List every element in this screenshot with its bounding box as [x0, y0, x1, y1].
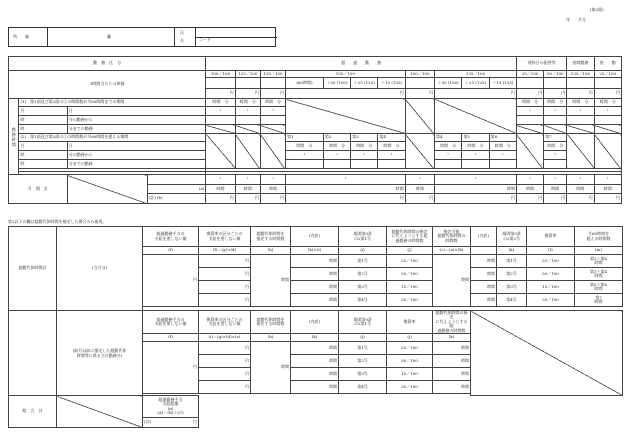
rate-h-8: 135／100 [567, 71, 594, 78]
overtime-table: 勤 務 区 分 超 過 勤 務 週休日の振替等 夜間勤務 夜 勤 1時間当たりの単価 100／100 125／100 135／100 150／100 100／100 135／100 25／100 50／100 135／100 25／100 (60時間) ＋50 (100) ＋25 (125) ＋15 (135) ＋50 (150) ＋25 (125) ＋15 (135) 円 円 円 円 円 円 円 円 円 円 勤 務 時 間 (1) 第1面及び第2面の①の時間数が月60時間までの期間 時間 分 時間 分 時間 分 時間 分 時間 分 時間 分 時間 分 月 日 ・ ・ ・ ・ ・ ・ ・ 時 分の勤務から 時 分までの勤務 (2) 第1面及び第2面の①の時間数が月60時間を超える期間 第1 第2 第3 第4 第4 第5 第6 第7 月 日 時間 分 時間 分 時間 分 時間 分 時間 分 時間 分 時間 分 時間 分 時 分の勤務から ・ ・ ・ ・ ・ ・ ・ ・ 時 分までの勤務 月 間 計 ・ ・ ・ ・ ・ ・ ・ ・ ・ ・ (a) 時間 時間 時間 時間 時間 時間 時間 時間 時間 時間 (計) (b) 円 円 円 円 円 円 円 円 円 円 [8, 56, 622, 204]
form-number: (第3面) [590, 7, 604, 12]
col-category: 勤 務 区 分 [9, 57, 206, 71]
rate-h-0: 100／100 [206, 71, 235, 78]
rate-h-9: 25／100 [594, 71, 621, 78]
price-yen: 円 [206, 89, 235, 99]
row1-label: (1) 第1面及び第2面の①の時間数が月60時間までの期間 [19, 99, 206, 107]
sub-rate-1: ＋50 (100) [323, 78, 350, 89]
sub-rate-0: (60時間) [286, 78, 324, 89]
col-holiday-pay: 週休日の振替等 [516, 57, 566, 71]
header-box [8, 27, 276, 47]
row2-label: (2) 第1面及び第2面の①の時間数が月60時間を超える期間 [19, 134, 206, 142]
sub-rate-2: ＋25 (125) [351, 78, 378, 89]
compensatory-table: 超勤代休時間計 (当月分) 超過勤務手当の 支給を要しない額 換算率の区分ごとの 支給を要しない額 超勤代休時間を 指定する時間数 (内訳) 規則第9条 の2第1号 超勤代休時間の指定 に代えようとする超 過勤務の時間数 指定可能 超勤代休時間の 時間数 (内訳) 規則第9条 の2第2号 換算率 月60時間を 超える時間数 (f) (f)＝(g)×(d) (h) (h)×(i) (j) (j) (c)＝(a)×(b) (k) (l) (m) 円 円 時間 時間 第1号 25／100 時間 時間 第1号 25／100 第2＋第6 時間 円 時間 第2号 50／100 時間 第2号 50／100 第3＋第4 時間 円 時間 第3号 15／100 時間 第3号 15／100 第5＋第6 時間 円 時間 第4号 35／100 時間 第4号 35／100 第7 時間 (前月以前に指定した超勤代休 時間等に係る当月勤務分) 超過勤務手当の 支給を要しない額 換算率の区分ごとの 支給を要しない額 超勤代休時間を 指定する時間数 (内訳) 規則第9条 の2第1号 換算率 超勤代休時間の指定 に代えようとする超 過勤務の時間数 (f) (i)＝(g)×(d)×(e) (h) (k) (j) (j) (k) 円 円 時間 時間 第1号 25／100 時間 円 時間 第2号 50／100 時間 円 時間 第3号 15／100 時間 円 時間 第4号 35／100 時間 総 合 計 超過勤務手当 支給総額 (n) (A)－(B)＋(C) (計) 円 [8, 226, 623, 428]
code-label: コード [199, 37, 211, 42]
side-total: 総 合 計 [9, 396, 57, 428]
note-text: 第2以下の欄は超勤代休時間を指定した場合のみ使用。 [8, 219, 107, 224]
sub-rate-5: ＋25 (125) [462, 78, 489, 89]
job-label: 職 [107, 34, 111, 39]
month-label: (当月分) [57, 227, 143, 311]
sub-rate-4: ＋50 (150) [435, 78, 462, 89]
hourly-label: 1時間当たりの単価 [9, 71, 206, 99]
prev-label: (前月以前に指定した超勤代休 時間等に係る当月勤務分) [57, 311, 143, 396]
col-night: 夜間勤務 [567, 57, 594, 71]
rate-h-7: 50／100 [544, 71, 567, 78]
side-main: 超勤代休時間計 [9, 227, 57, 311]
rate-h-6: 25／100 [516, 71, 543, 78]
rate-h-5: 135／100 [435, 71, 517, 78]
date-label: 年 月分 [566, 17, 586, 22]
rate-h-4: 100／100 [405, 71, 434, 78]
sub-rate-3: ＋15 (135) [378, 78, 405, 89]
col-night2: 夜 勤 [594, 57, 621, 71]
dept-label: 所 属 [13, 34, 29, 39]
rate-h-1: 125／100 [235, 71, 260, 78]
name-label-2: 名 [180, 38, 184, 43]
side-label: 勤 務 時 間 [9, 99, 19, 175]
rate-h-2: 135／100 [260, 71, 285, 78]
sub-rate-6: ＋15 (135) [489, 78, 516, 89]
name-label-1: 氏 [180, 30, 184, 35]
rate-h-3: 150／100 [286, 71, 406, 78]
col-overtime: 超 過 勤 務 [206, 57, 517, 71]
monthly-total-label: 月 間 計 [9, 175, 68, 204]
